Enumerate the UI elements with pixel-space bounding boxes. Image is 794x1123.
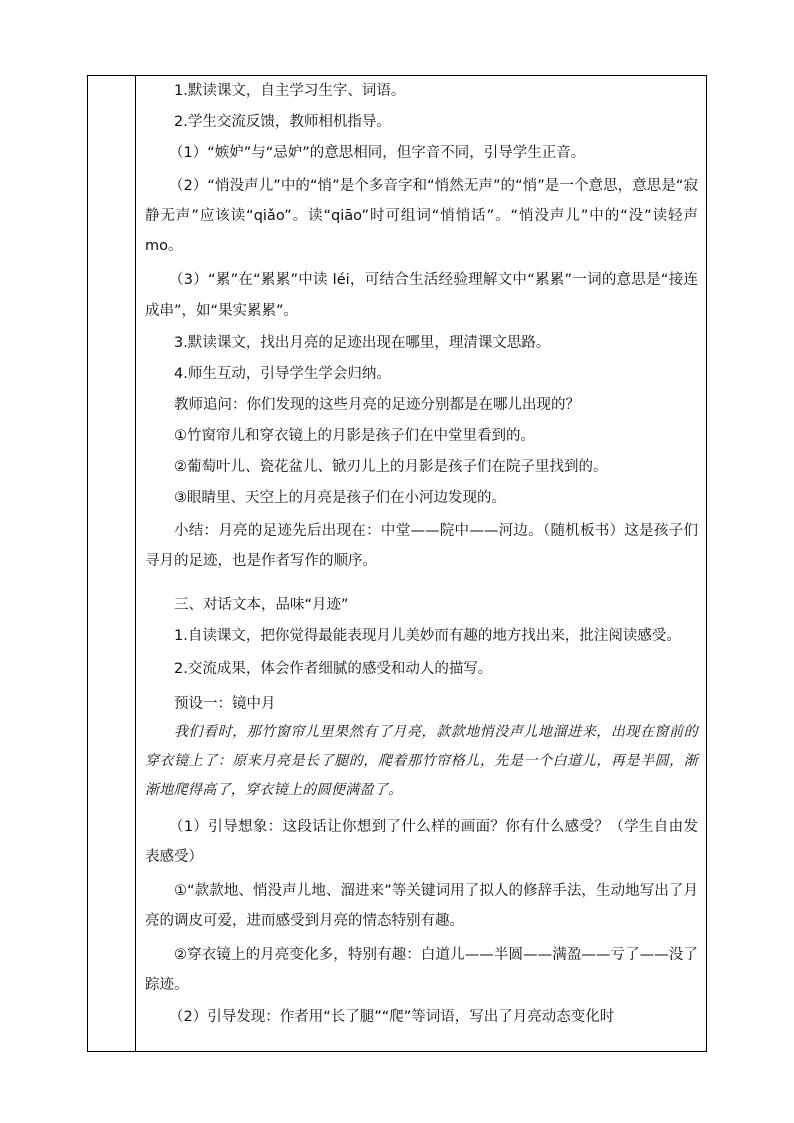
preset-1-heading: 预设一：镜中月 bbox=[174, 696, 276, 712]
guide-1-text: （1）引导想象：这段话让你想到了什么样的画面？你有什么感受？（学生自由发表感受） bbox=[145, 819, 698, 865]
lesson-content bbox=[145, 78, 698, 1030]
teacher-question-text: 教师追问：你们发现的这些月亮的足迹分别都是在哪儿出现的？ bbox=[174, 397, 580, 413]
step-3-text: 3.默读课文，找出月亮的足迹出现在哪里，理清课文思路。 bbox=[174, 335, 551, 351]
section-3-heading: 三、对话文本，品味“月迹” bbox=[174, 597, 349, 613]
note-3-text: （3）“累”在“累累”中读 léi，可结合生活经验理解文中“累累”一词的意思是“接连成串”，如“果实累累”。 bbox=[145, 272, 698, 319]
note-1-text: （1）“嫉妒”与“忌妒”的意思相同，但字音不同，引导学生正音。 bbox=[169, 145, 586, 161]
lesson-table bbox=[87, 75, 707, 1052]
answer-3-text: ③眼睛里、天空上的月亮是孩子们在小河边发现的。 bbox=[174, 490, 506, 506]
point-2-text: ②穿衣镜上的月亮变化多，特别有趣：白道儿——半圆——满盈——亏了——没了踪迹。 bbox=[145, 947, 698, 993]
answer-2-text: ②葡萄叶儿、瓷花盆儿、锨刃儿上的月影是孩子们在院子里找到的。 bbox=[174, 459, 608, 475]
task-1-text: 1.自读课文，把你觉得最能表现月儿美妙而有趣的地方找出来，批注阅读感受。 bbox=[174, 628, 681, 644]
guide-2-text: （2）引导发现：作者用“长了腿”“爬”等词语，写出了月亮动态变化时 bbox=[169, 1009, 615, 1025]
step-4-text: 4.师生互动，引导学生学会归纳。 bbox=[174, 366, 391, 382]
column-divider bbox=[135, 76, 136, 1051]
note-2-text: （2）“悄没声儿”中的“悄”是个多音字和“悄然无声”的“悄”是一个意思，意思是“寂静无声”应该读“qiǎo”。读“qiāo”时可组词“悄悄话”。“悄没声儿”中的“没”读轻声 mo。 bbox=[145, 178, 698, 254]
summary-text: 小结：月亮的足迹先后出现在：中堂——院中——河边。（随机板书）这是孩子们寻月的足迹，也是作者写作的顺序。 bbox=[145, 523, 698, 569]
step-1-text: 1.默读课文，自主学习生字、词语。 bbox=[174, 83, 406, 99]
task-2-text: 2.交流成果，体会作者细腻的感受和动人的描写。 bbox=[174, 661, 493, 677]
point-1-text: ①“款款地、悄没声儿地、溜进来”等关键词用了拟人的修辞手法，生动地写出了月亮的调皮可爱，进而感受到月亮的情态特别有趣。 bbox=[145, 883, 698, 929]
answer-1-text: ①竹窗帘儿和穿衣镜上的月影是孩子们在中堂里看到的。 bbox=[174, 428, 535, 444]
step-2-text: 2.学生交流反馈，教师相机指导。 bbox=[174, 114, 391, 130]
quoted-passage: 我们看时，那竹窗帘儿里果然有了月亮，款款地悄没声儿地溜进来，出现在窗前的穿衣镜上了：原来月亮是长了腿的，爬着那竹帘格儿，先是一个白道儿，再是半圆，渐渐地爬得高了，穿衣镜上的圆便满盈了。 bbox=[145, 724, 698, 798]
